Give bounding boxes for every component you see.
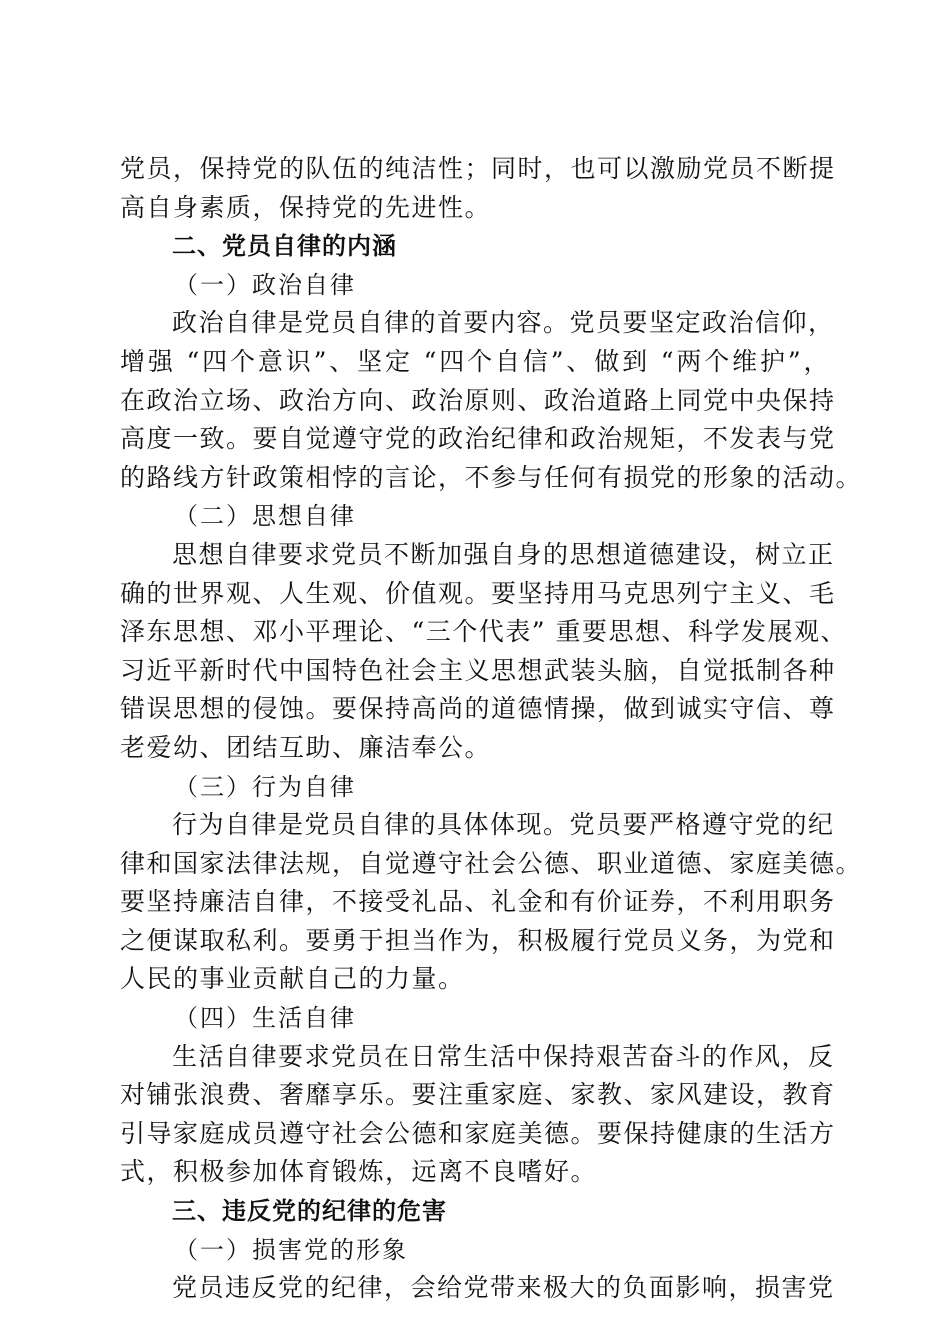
text-line: 律和国家法律法规，自觉遵守社会公德、职业道德、家庭美德。: [120, 848, 863, 878]
section-heading: 二、党员自律的内涵: [172, 232, 397, 261]
paragraph-first-line: 思想自律要求党员不断加强自身的思想道德建设，树立正: [172, 539, 835, 569]
text-line: 高自身素质，保持党的先进性。: [120, 192, 492, 222]
text-line: 错误思想的侵蚀。要保持高尚的道德情操，做到诚实守信、尊: [120, 694, 836, 724]
text-line: 泽东思想、邓小平理论、“三个代表” 重要思想、科学发展观、: [120, 617, 848, 647]
paragraph-first-line: 政治自律是党员自律的首要内容。党员要坚定政治信仰，: [172, 308, 835, 338]
text-line: 高度一致。要自觉遵守党的政治纪律和政治规矩，不发表与党: [120, 424, 836, 454]
text-line: 人民的事业贡献自己的力量。: [120, 964, 465, 994]
text-line: 确的世界观、人生观、价值观。要坚持用马克思列宁主义、毛: [120, 578, 836, 608]
paragraph-first-line: 行为自律是党员自律的具体体现。党员要严格遵守党的纪: [172, 810, 835, 840]
text-line: 增强 “四个意识”、坚定 “四个自信”、做到 “两个维护”，: [120, 346, 830, 376]
text-line: 式，积极参加体育锻炼，远离不良嗜好。: [120, 1157, 598, 1187]
subsection-heading: （三）行为自律: [174, 772, 356, 801]
document-body: [120, 150, 863, 1308]
section-heading: 三、违反党的纪律的危害: [172, 1197, 447, 1226]
subsection-heading: （一）损害党的形象: [174, 1235, 408, 1264]
text-line: 引导家庭成员遵守社会公德和家庭美德。要保持健康的生活方: [120, 1118, 836, 1148]
subsection-heading: （一）政治自律: [174, 270, 356, 299]
text-line: 之便谋取私利。要勇于担当作为，积极履行党员义务，为党和: [120, 925, 836, 955]
text-line: 党员，保持党的队伍的纯洁性；同时，也可以激励党员不断提: [120, 154, 836, 183]
text-line: 对铺张浪费、奢靡享乐。要注重家庭、家教、家风建设，教育: [120, 1080, 836, 1110]
subsection-heading: （二）思想自律: [174, 502, 356, 531]
paragraph-first-line: 生活自律要求党员在日常生活中保持艰苦奋斗的作风，反: [172, 1041, 835, 1071]
text-line: 习近平新时代中国特色社会主义思想武装头脑，自觉抵制各种: [120, 655, 836, 685]
text-line: 老爱幼、团结互助、廉洁奉公。: [120, 732, 492, 762]
text-line: 的路线方针政策相悖的言论，不参与任何有损党的形象的活动。: [120, 462, 863, 492]
subsection-heading: （四）生活自律: [174, 1004, 356, 1033]
text-line: 在政治立场、政治方向、政治原则、政治道路上同党中央保持: [120, 385, 836, 415]
text-line: 要坚持廉洁自律，不接受礼品、礼金和有价证券，不利用职务: [120, 887, 836, 917]
paragraph-first-line: 党员违反党的纪律，会给党带来极大的负面影响，损害党: [172, 1273, 835, 1303]
